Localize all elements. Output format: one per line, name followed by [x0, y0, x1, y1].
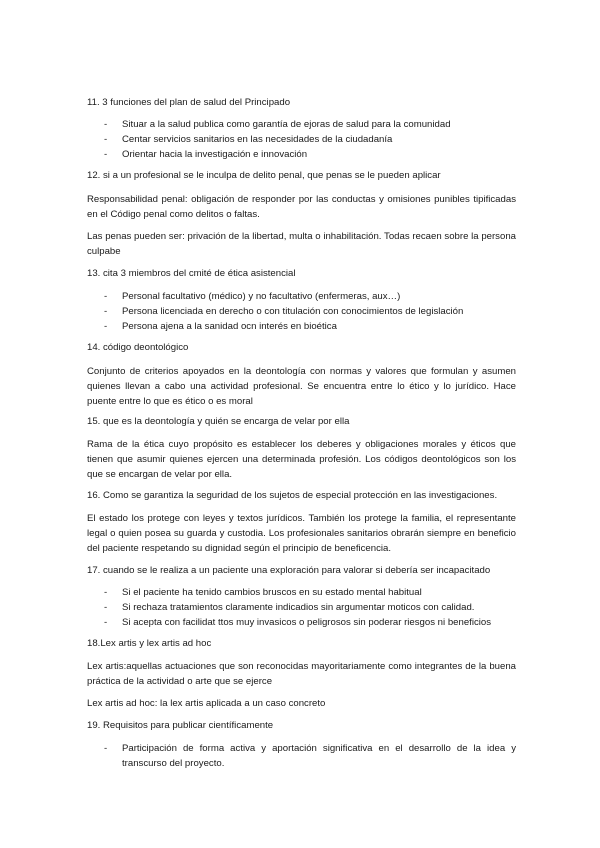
section-17-list	[104, 585, 516, 630]
section-11-heading: 11. 3 funciones del plan de salud del Principado	[87, 97, 291, 108]
section-18-paragraph-2: Lex artis ad hoc: la lex artis aplicada a un caso concreto	[87, 698, 326, 709]
list-item: - Situar a la salud publica como garantía de ejoras de salud para la comunidad	[104, 117, 516, 132]
list-item: - Orientar hacia la investigación e innovación	[104, 147, 516, 162]
section-12-paragraph-1: Responsabilidad penal: obligación de responder por las conductas y omisiones punibles tipificadas en el Código penal como delitos o faltas.	[87, 194, 516, 220]
list-item: - Persona licenciada en derecho o con titulación con conocimientos de legislación	[104, 304, 516, 319]
list-item: - Personal facultativo (médico) y no facultativo (enfermeras, aux…)	[104, 289, 516, 304]
section-18-paragraph-1: Lex artis:aquellas actuaciones que son reconocidas mayoritariamente como integrantes de la buena práctica de la actividad o arte que se ejerce	[87, 661, 516, 687]
list-item: - Centar servicios sanitarios en las necesidades de la ciudadanía	[104, 132, 516, 147]
section-12-heading: 12. si a un profesional se le inculpa de delito penal, que penas se le pueden aplicar	[87, 170, 441, 181]
section-14-heading: 14. código deontológico	[87, 342, 189, 353]
list-item: - Participación de forma activa y aportación significativa en el desarrollo de la idea y transcurso del proyecto.	[104, 741, 516, 771]
section-15-paragraph: Rama de la ética cuyo propósito es establecer los deberes y obligaciones morales y éticos que tienen que asumir quienes ejercen una determinada profesión. Los códigos deontológicos son los que se encargan de velar por ella.	[87, 439, 516, 480]
section-12-paragraph-2: Las penas pueden ser: privación de la libertad, multa o inhabilitación. Todas recaen sobre la persona culpabe	[87, 231, 516, 257]
section-17-heading: 17. cuando se le realiza a un paciente una exploración para valorar si debería ser incapacitado	[87, 565, 491, 576]
section-16-paragraph: El estado los protege con leyes y textos jurídicos. También los protege la familia, el representante legal o quien posea su guarda y custodia. Los profesionales sanitarios obrarán siempre en beneficio del paciente respetando su dignidad según el principio de beneficencia.	[87, 513, 516, 554]
section-18-heading: 18.Lex artis y lex artis ad hoc	[87, 638, 212, 649]
list-item: - Si el paciente ha tenido cambios bruscos en su estado mental habitual	[104, 585, 516, 600]
section-16-heading: 16. Como se garantiza la seguridad de los sujetos de especial protección en las investigaciones.	[87, 490, 498, 501]
list-item: - Persona ajena a la sanidad ocn interés en bioética	[104, 319, 516, 334]
section-13-list	[104, 289, 516, 334]
section-13-heading: 13. cita 3 miembros del cmité de ética asistencial	[87, 268, 296, 279]
section-11-list	[104, 117, 516, 162]
list-item: - Si acepta con facilidat ttos muy invasicos o peligrosos sin poderar riesgos ni beneficios	[104, 615, 516, 630]
section-14-paragraph: Conjunto de criterios apoyados en la deontología con normas y valores que formulan y asumen quienes llevan a cabo una actividad profesional. Se encuentra entre lo ético y lo jurídico. Hace puente entre lo que es ético o es moral	[87, 366, 516, 407]
section-15-heading: 15. que es la deontología y quién se encarga de velar por ella	[87, 416, 350, 427]
section-19-heading: 19. Requisitos para publicar científicamente	[87, 720, 274, 731]
list-item: - Si rechaza tratamientos claramente indicadios sin argumentar moticos con calidad.	[104, 600, 516, 615]
section-19-list	[104, 741, 516, 771]
